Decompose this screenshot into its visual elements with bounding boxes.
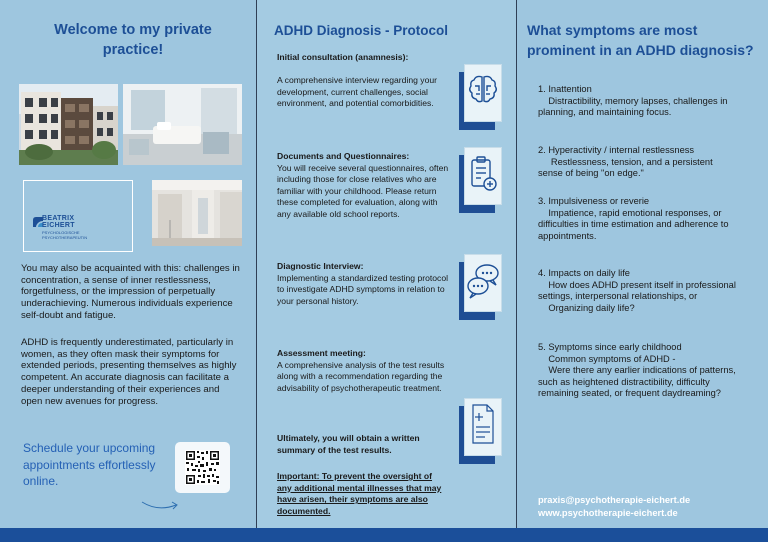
- section-assessment: [277, 348, 449, 394]
- hallway-photo: [152, 180, 242, 246]
- symptom-3-head: 3. Impulsiveness or reverie: [538, 196, 650, 206]
- section-documents: [277, 151, 449, 221]
- section-interview-body: Implementing a standardized testing protocol to investigate ADHD symptoms in relation to your personal history.: [277, 272, 449, 306]
- logo-name-line1: BEATRIX: [42, 215, 75, 222]
- left-panel: [0, 0, 256, 528]
- symptom-item-3: [538, 196, 738, 242]
- logo-card: [23, 180, 133, 252]
- curved-arrow-icon: [140, 494, 182, 514]
- protocol-title: ADHD Diagnosis - Protocol: [274, 23, 449, 38]
- footer-bar: [0, 528, 768, 542]
- symptom-5-body: Common symptoms of ADHD -: [548, 353, 676, 364]
- section-anamnesis: [277, 52, 449, 110]
- document-icon-card: [459, 398, 503, 464]
- symptom-1-head: 1. Inattention: [538, 84, 592, 94]
- logo-sub-line1: PSYCHOLOGISCHE: [42, 230, 80, 235]
- section-assessment-body: A comprehensive analysis of the test results along with a recommendation regarding the advisability of psychotherapeutic treatment.: [277, 359, 445, 393]
- symptom-4-head: 4. Impacts on daily life: [538, 268, 630, 278]
- symptom-5-extra: Were there any earlier indications of patterns, such as heightened distractibility, difficulty remaining seated, or frequent daydreaming?: [538, 365, 736, 399]
- section-assessment-heading: Assessment meeting:: [277, 348, 366, 358]
- qr-code[interactable]: [175, 442, 230, 493]
- section-interview: [277, 261, 449, 307]
- brain-icon-card: [459, 64, 503, 130]
- symptom-2-body: Restlessness, tension, and a persistent sense of being "on edge.": [538, 156, 713, 179]
- symptom-item-1: [538, 84, 738, 119]
- section-documents-heading: Documents and Questionnaires:: [277, 151, 410, 161]
- symptom-2-head: 2. Hyperactivity / internal restlessness: [538, 145, 695, 155]
- symptom-5-head: 5. Symptoms since early childhood: [538, 342, 682, 352]
- email-link[interactable]: praxis@psychotherapie-eichert.de: [538, 495, 691, 505]
- women-text: ADHD is frequently underestimated, particularly in women, as they often mask their symptoms for extended periods, presenting themselves as highly competent. An accurate diagnosis can facilitate a deeper understanding of their experiences and open new avenues for progress.: [21, 337, 237, 407]
- conclusion-text: Ultimately, you will obtain a written summary of the test results.: [277, 433, 420, 455]
- chat-bubbles-icon: [465, 255, 501, 311]
- important-note: Important: To prevent the oversight of any additional mental illnesses that may have arisen, their symptoms are also documented.: [277, 471, 442, 516]
- welcome-title: Welcome to my private practice!: [54, 22, 212, 58]
- intro-text: You may also be acquainted with this: challenges in concentration, a sense of inner restlessness, forgetfulness, or the impression of perpetually underachieving. Numerous individuals experience self-doubt and fatigue.: [21, 263, 240, 321]
- room-photo: [123, 84, 242, 165]
- middle-panel: [257, 0, 516, 528]
- symptom-4-body: How does ADHD present itself in professional settings, interpersonal relationships, or: [538, 279, 736, 302]
- symptom-item-2: [538, 145, 738, 180]
- clipboard-icon-card: [459, 147, 503, 213]
- chat-icon-card: [459, 254, 503, 320]
- brain-icon: [465, 65, 501, 121]
- symptom-1-body: Distractibility, memory lapses, challenges in planning, and maintaining focus.: [538, 95, 728, 118]
- symptom-3-body: Impatience, rapid emotional responses, or difficulties in time estimation and adherence to appointments.: [538, 207, 729, 241]
- medical-document-icon: [465, 399, 501, 455]
- qr-code-icon: [185, 450, 220, 485]
- symptom-4-extra: Organizing daily life?: [548, 302, 635, 313]
- clipboard-plus-icon: [465, 148, 501, 204]
- symptom-item-4: [538, 268, 738, 314]
- symptoms-title: What symptoms are most prominent in an ADHD diagnosis?: [527, 22, 754, 58]
- building-photo: [19, 84, 118, 165]
- website-link[interactable]: www.psychotherapie-eichert.de: [538, 508, 678, 518]
- schedule-text: Schedule your upcoming appointments effortlessly online.: [23, 441, 156, 488]
- section-anamnesis-heading: Initial consultation (anamnesis):: [277, 52, 409, 62]
- logo-sub-line2: PSYCHOTHERAPEUTIN: [42, 235, 88, 240]
- logo-name-line2: EICHERT: [42, 222, 75, 229]
- section-documents-body: You will receive several questionnaires, often including those for close relatives who are familiar with your childhood. Please return these completed for evaluation, along with any available old school reports.: [277, 162, 449, 219]
- section-anamnesis-body: A comprehensive interview regarding your development, current challenges, social environment, and potential comorbidities.: [277, 75, 438, 109]
- symptom-item-5: [538, 342, 738, 400]
- right-panel: [517, 0, 768, 528]
- section-interview-heading: Diagnostic Interview:: [277, 261, 364, 271]
